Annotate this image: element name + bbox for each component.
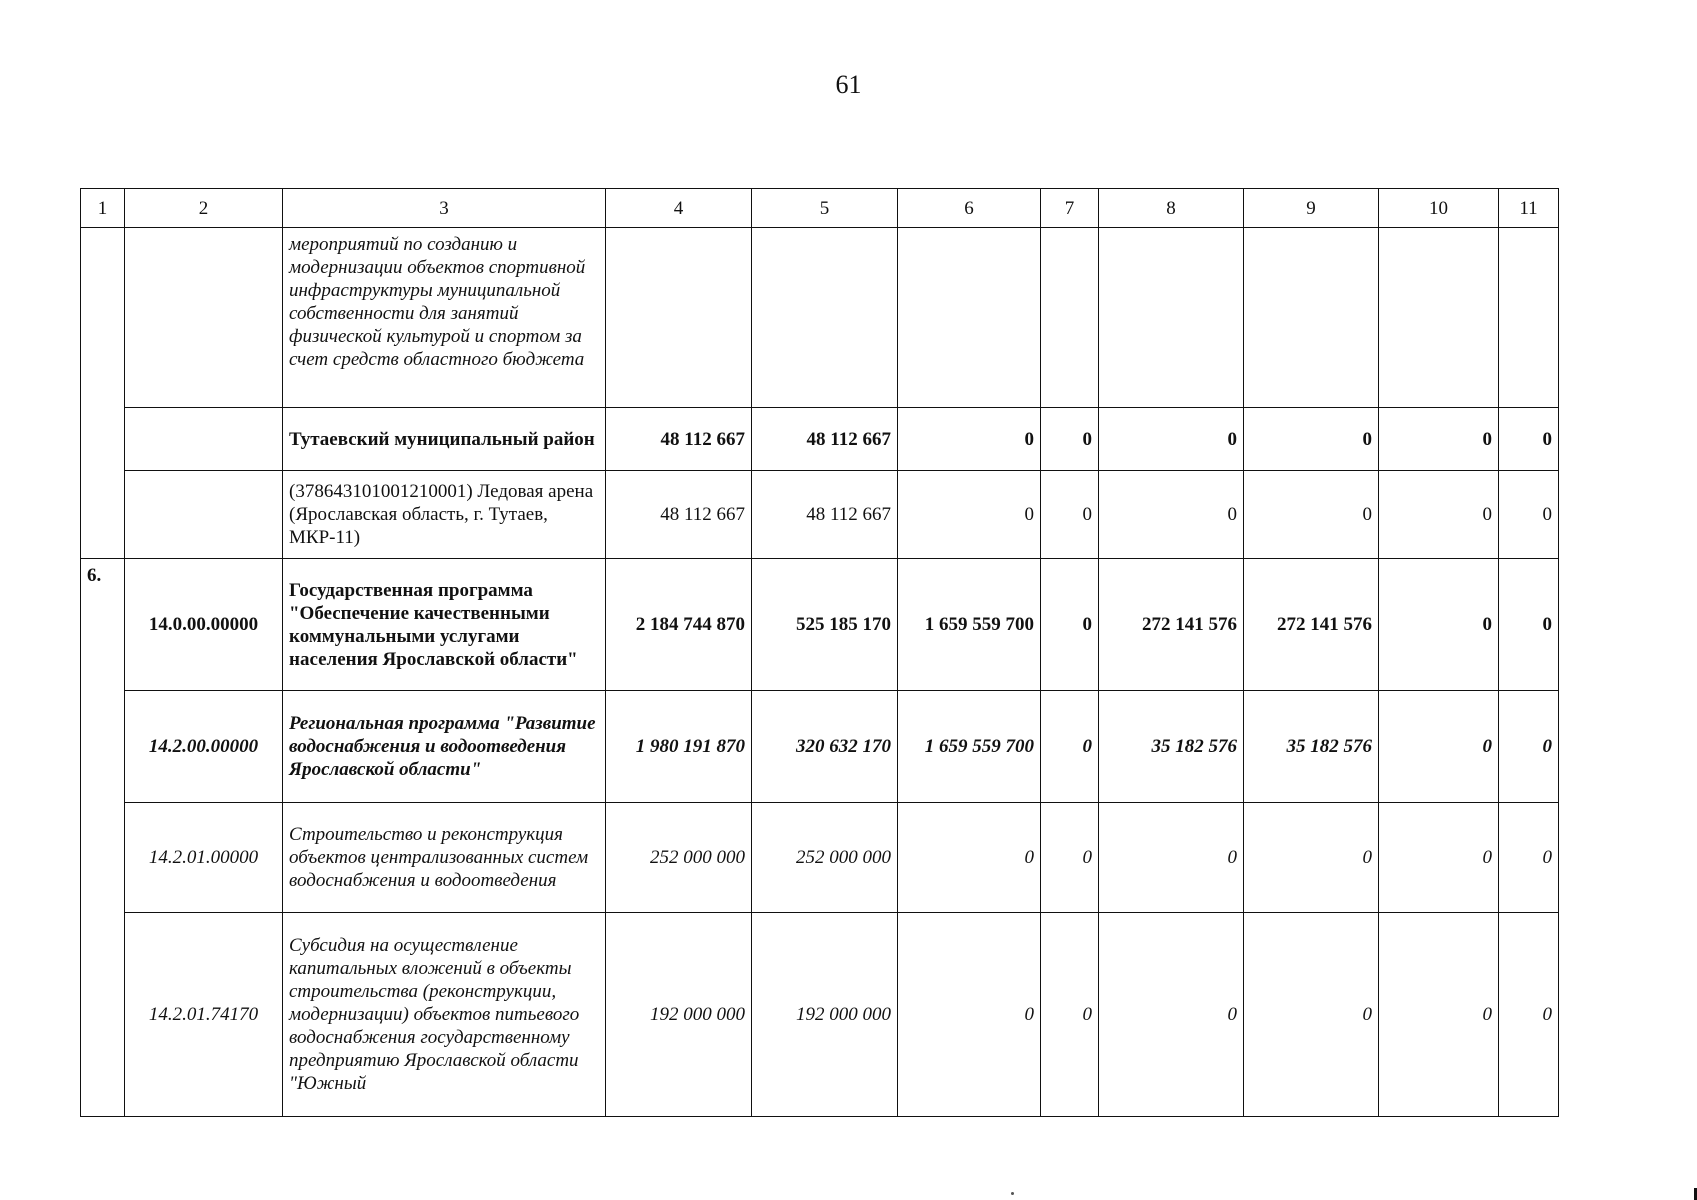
value-cell: 0 xyxy=(1379,559,1499,691)
value-cell xyxy=(1099,228,1244,408)
value-cell: 0 xyxy=(898,913,1041,1117)
name-cell: Строительство и реконструкция объектов централизованных систем водоснабжения и водоотведения xyxy=(283,803,606,913)
name-cell: мероприятий по созданию и модернизации объектов спортивной инфраструктуры муниципальной собственности для занятий физической культурой и спортом за счет средств областного бюджета xyxy=(283,228,606,408)
value-cell: 0 xyxy=(1244,408,1379,471)
value-cell: 0 xyxy=(1099,408,1244,471)
value-cell xyxy=(1244,228,1379,408)
value-cell: 48 112 667 xyxy=(606,408,752,471)
value-cell: 0 xyxy=(898,803,1041,913)
value-cell: 0 xyxy=(1099,471,1244,559)
table-row xyxy=(81,913,1559,1117)
value-cell: 1 659 559 700 xyxy=(898,559,1041,691)
value-cell: 0 xyxy=(1379,803,1499,913)
code-cell xyxy=(125,408,283,471)
code-cell xyxy=(125,228,283,408)
value-cell xyxy=(606,228,752,408)
column-header: 7 xyxy=(1041,189,1099,228)
value-cell: 1 659 559 700 xyxy=(898,691,1041,803)
table-row xyxy=(81,559,1559,691)
code-cell xyxy=(125,471,283,559)
name-cell: (378643101001210001) Ледовая арена (Ярославская область, г. Тутаев, МКР-11) xyxy=(283,471,606,559)
value-cell: 0 xyxy=(1099,803,1244,913)
value-cell: 1 980 191 870 xyxy=(606,691,752,803)
value-cell: 320 632 170 xyxy=(752,691,898,803)
column-header: 1 xyxy=(81,189,125,228)
name-cell: Тутаевский муниципальный район xyxy=(283,408,606,471)
value-cell: 192 000 000 xyxy=(752,913,898,1117)
value-cell: 272 141 576 xyxy=(1244,559,1379,691)
value-cell: 0 xyxy=(1499,408,1559,471)
value-cell: 0 xyxy=(1379,691,1499,803)
row-number-cell xyxy=(81,228,125,559)
value-cell: 0 xyxy=(1041,913,1099,1117)
column-header: 6 xyxy=(898,189,1041,228)
budget-table xyxy=(80,188,1559,1117)
table-row xyxy=(81,803,1559,913)
name-cell: Государственная программа "Обеспечение качественными коммунальными услугами населения Ярославской области" xyxy=(283,559,606,691)
value-cell: 0 xyxy=(1244,913,1379,1117)
column-header: 8 xyxy=(1099,189,1244,228)
name-cell: Региональная программа "Развитие водоснабжения и водоотведения Ярославской области" xyxy=(283,691,606,803)
column-header: 3 xyxy=(283,189,606,228)
column-header: 5 xyxy=(752,189,898,228)
value-cell: 48 112 667 xyxy=(752,471,898,559)
value-cell xyxy=(752,228,898,408)
table-row xyxy=(81,691,1559,803)
value-cell: 252 000 000 xyxy=(752,803,898,913)
value-cell: 525 185 170 xyxy=(752,559,898,691)
value-cell: 0 xyxy=(898,471,1041,559)
value-cell: 35 182 576 xyxy=(1099,691,1244,803)
value-cell: 252 000 000 xyxy=(606,803,752,913)
value-cell: 0 xyxy=(1041,691,1099,803)
value-cell: 0 xyxy=(1244,803,1379,913)
name-cell: Субсидия на осуществление капитальных вложений в объекты строительства (реконструкции, модернизации) объектов питьевого водоснабжения государственному предприятию Ярославской области "Южный xyxy=(283,913,606,1117)
scan-speck xyxy=(1011,1192,1014,1195)
value-cell xyxy=(1379,228,1499,408)
column-header: 9 xyxy=(1244,189,1379,228)
value-cell: 0 xyxy=(1244,471,1379,559)
page-number: 61 xyxy=(835,70,862,99)
code-cell: 14.2.00.00000 xyxy=(125,691,283,803)
table-header-row xyxy=(81,189,1559,228)
table-row xyxy=(81,471,1559,559)
column-header: 2 xyxy=(125,189,283,228)
value-cell: 48 112 667 xyxy=(606,471,752,559)
value-cell: 0 xyxy=(1379,913,1499,1117)
value-cell: 0 xyxy=(1041,559,1099,691)
row-number-cell: 6. xyxy=(81,559,125,1117)
value-cell: 48 112 667 xyxy=(752,408,898,471)
code-cell: 14.0.00.00000 xyxy=(125,559,283,691)
value-cell: 0 xyxy=(898,408,1041,471)
value-cell: 0 xyxy=(1041,471,1099,559)
value-cell: 0 xyxy=(1379,471,1499,559)
value-cell: 272 141 576 xyxy=(1099,559,1244,691)
value-cell: 192 000 000 xyxy=(606,913,752,1117)
table-row xyxy=(81,408,1559,471)
value-cell: 0 xyxy=(1499,691,1559,803)
value-cell: 35 182 576 xyxy=(1244,691,1379,803)
value-cell xyxy=(1499,228,1559,408)
value-cell: 0 xyxy=(1379,408,1499,471)
value-cell: 0 xyxy=(1099,913,1244,1117)
code-cell: 14.2.01.74170 xyxy=(125,913,283,1117)
value-cell: 0 xyxy=(1499,913,1559,1117)
table-row xyxy=(81,228,1559,408)
column-header: 11 xyxy=(1499,189,1559,228)
value-cell: 0 xyxy=(1499,803,1559,913)
value-cell: 0 xyxy=(1041,408,1099,471)
code-cell: 14.2.01.00000 xyxy=(125,803,283,913)
value-cell: 0 xyxy=(1041,803,1099,913)
value-cell xyxy=(1041,228,1099,408)
column-header: 4 xyxy=(606,189,752,228)
value-cell xyxy=(898,228,1041,408)
value-cell: 0 xyxy=(1499,559,1559,691)
column-header: 10 xyxy=(1379,189,1499,228)
value-cell: 2 184 744 870 xyxy=(606,559,752,691)
value-cell: 0 xyxy=(1499,471,1559,559)
